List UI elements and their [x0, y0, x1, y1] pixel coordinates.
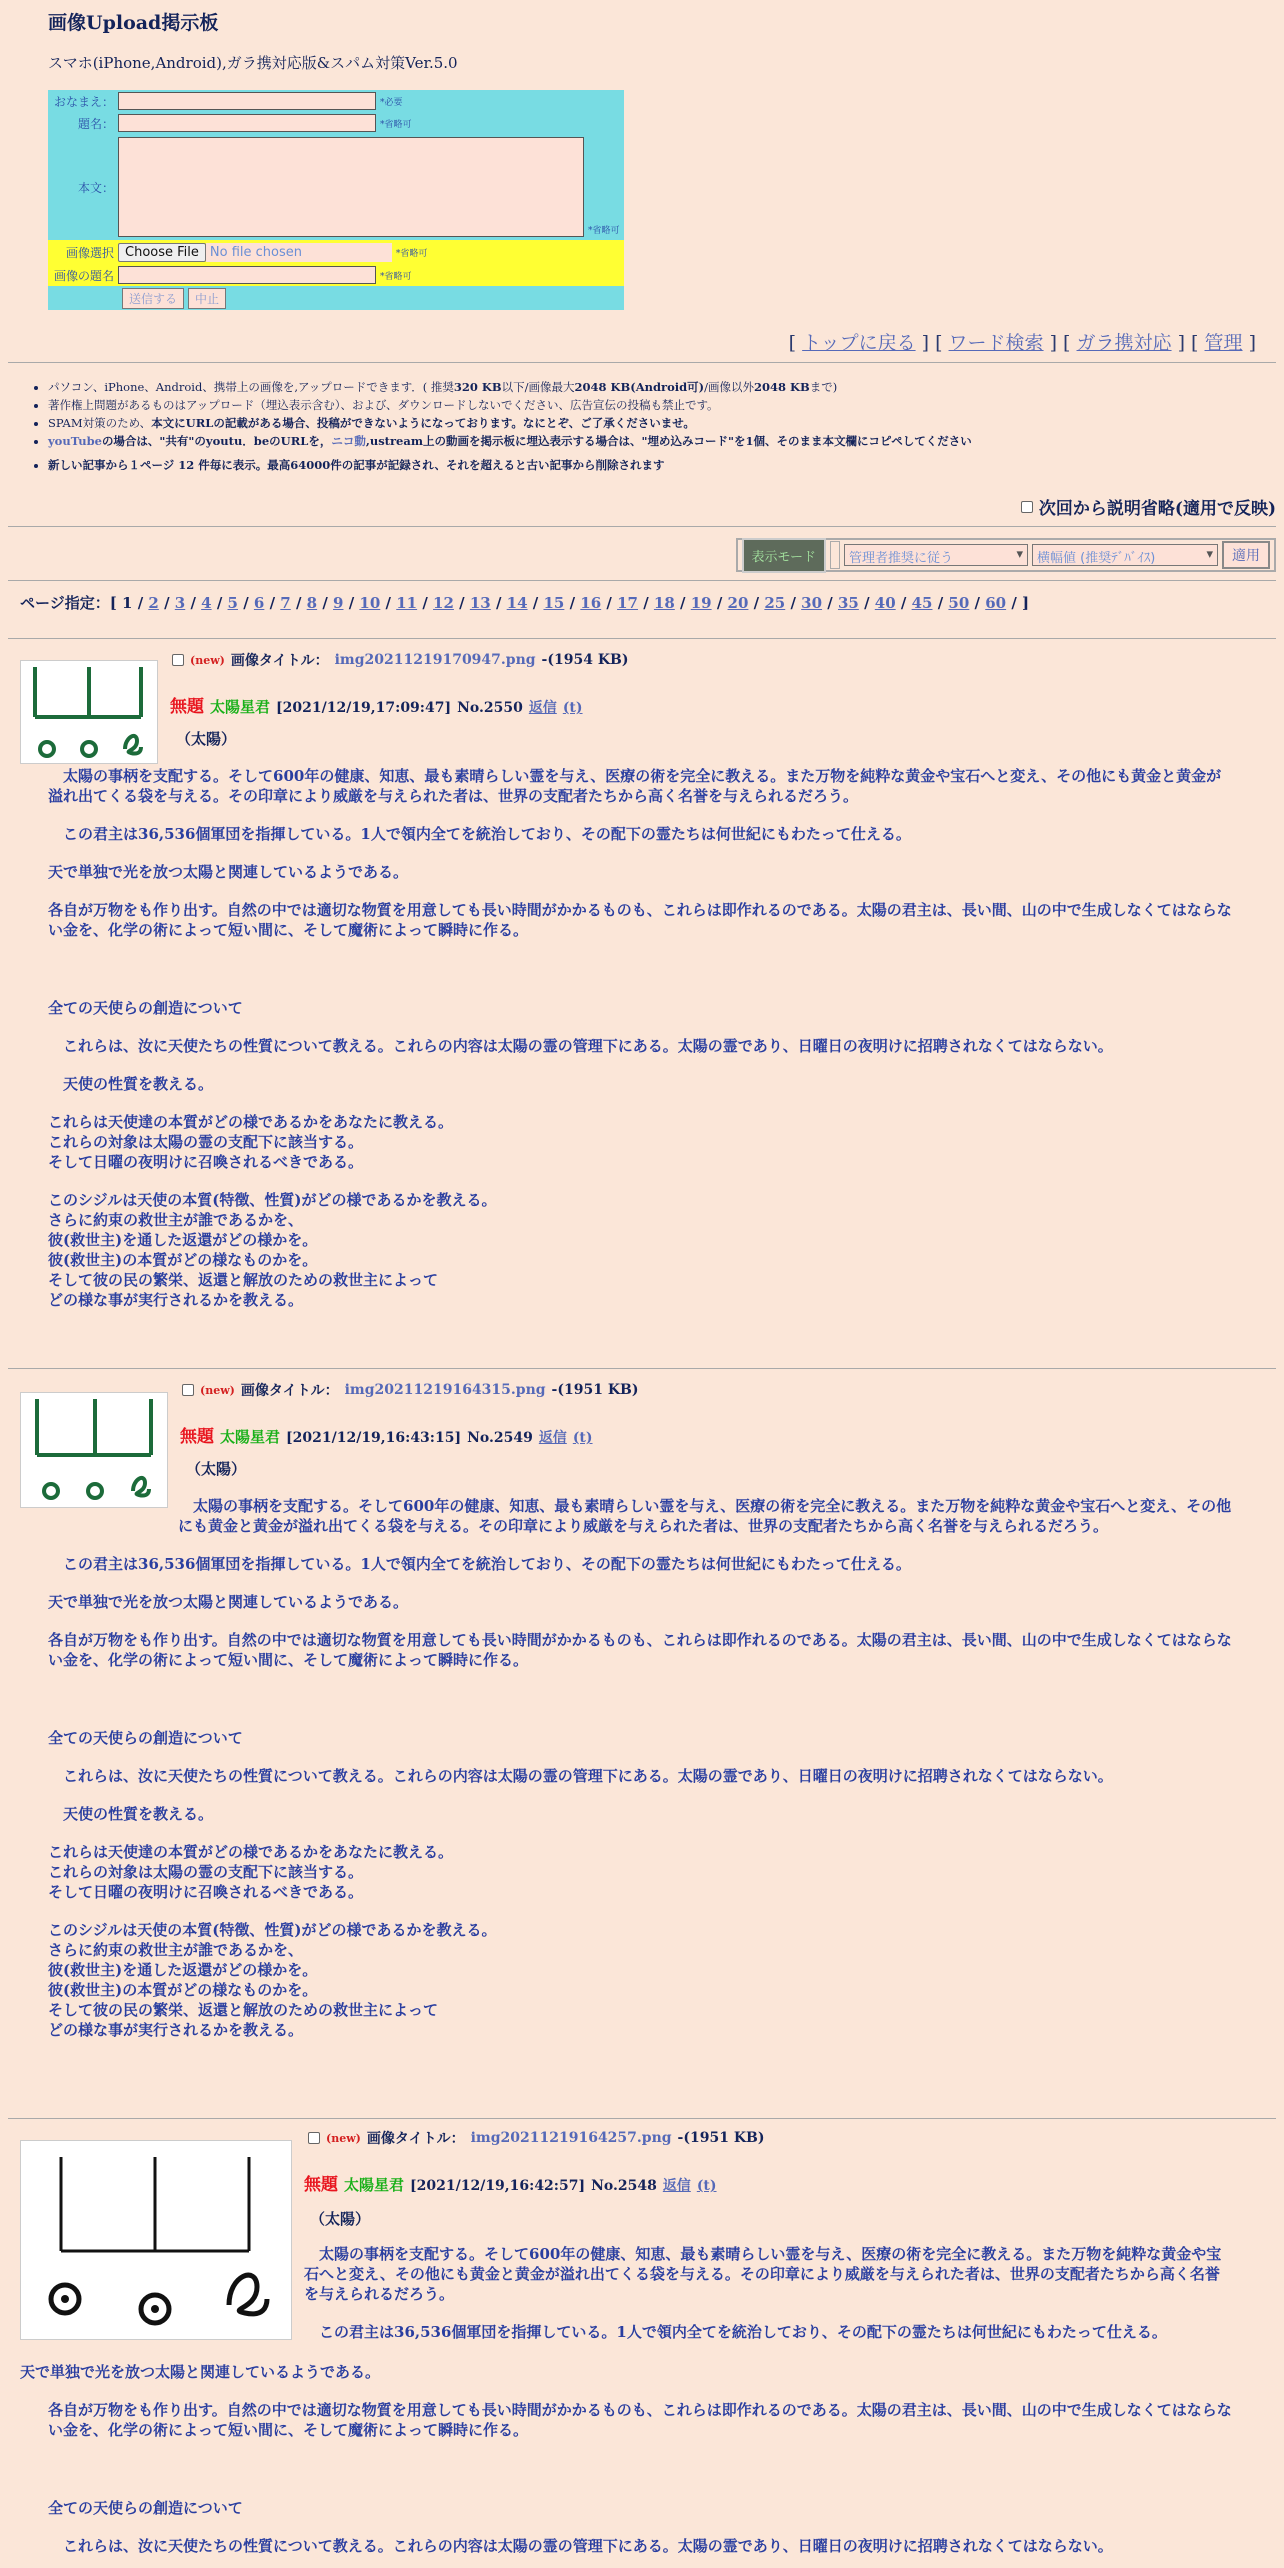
- page-link[interactable]: 40: [874, 594, 896, 612]
- post-date: [2021/12/19,17:09:47]: [276, 700, 452, 716]
- post-author: 太陽星君: [210, 698, 271, 716]
- post-body: [304, 2244, 1234, 2342]
- post-thumbnail[interactable]: [20, 2140, 292, 2340]
- post-number: No.2549: [467, 1430, 533, 1446]
- post-author: 太陽星君: [344, 2176, 405, 2194]
- page-link[interactable]: 30: [801, 594, 823, 612]
- pager-separator: /: [858, 594, 875, 612]
- pager-separator: /: [527, 594, 544, 612]
- pager-separator: /: [637, 594, 654, 612]
- divider: [8, 1368, 1276, 1369]
- body-paragraph: 各自が万物をも作り出す。自然の中では適切な物質を用意しても長い時間がかかるものも、これらは即作れるのである。太陽の君主は、長い間、山の中で生成しなくてはならない金を、化学の術によって短い間に、そして魔術によって瞬時に作る。: [48, 2401, 1232, 2439]
- post-checkbox[interactable]: [182, 1384, 194, 1396]
- file-size: -(1954 KB): [541, 652, 629, 668]
- body-row: [48, 134, 624, 240]
- pager-prefix: ページ指定：[: [20, 594, 117, 612]
- body-paragraph: これらは、汝に天使たちの性質について教える。これらの内容は太陽の霊の管理下にある。太陽の霊であり、日曜日の夜明けに招聘されなくてはならない。: [48, 1037, 1113, 1055]
- new-badge: (new): [200, 1383, 235, 1397]
- image-title-label: 画像の題名: [53, 268, 114, 283]
- submit-button[interactable]: 送信する: [122, 288, 184, 309]
- subject-row: [48, 112, 624, 134]
- body-paragraph: これらは天使達の本質がどの様であるかをあなたに教える。: [48, 1843, 454, 1861]
- pager-separator: /: [822, 594, 838, 612]
- pager-separator: /: [490, 594, 507, 612]
- body-paragraph: さらに約束の救世主が誰であるかを、: [48, 1941, 304, 1959]
- bracket-close: ]: [1248, 332, 1256, 354]
- image-hint: *省略可: [395, 248, 428, 259]
- page-link[interactable]: 3: [174, 594, 186, 612]
- skip-checkbox[interactable]: [1021, 501, 1033, 513]
- body-textarea[interactable]: [118, 137, 584, 237]
- page-link[interactable]: 15: [543, 594, 565, 612]
- pager-suffix: ]: [1022, 594, 1030, 612]
- note-text: youtu．be: [205, 434, 270, 448]
- pager-separator: /: [211, 594, 228, 612]
- bracket-open: [: [788, 332, 797, 354]
- image-file-link[interactable]: img20211219164257.png: [470, 2130, 672, 2146]
- body-paragraph: 全ての天使らの創造について: [48, 1729, 243, 1747]
- mobile-link[interactable]: ガラ携対応: [1076, 332, 1172, 354]
- pager-separator: /: [380, 594, 397, 612]
- note-text: SPAM対策のため、: [48, 416, 152, 430]
- body-paragraph: さらに約束の救世主が誰であるかを、: [48, 1211, 304, 1229]
- pager-separator: /: [417, 594, 434, 612]
- pager-separator: /: [674, 594, 691, 612]
- new-badge: (new): [326, 2131, 361, 2145]
- image-label: 画像選択: [65, 245, 114, 260]
- post-sun-label: （太陽）: [186, 1460, 247, 1478]
- body-paragraph: どの様な事が実行されるかを教える。: [48, 1291, 304, 1309]
- note-text: まで): [809, 380, 838, 394]
- page-link[interactable]: 16: [580, 594, 602, 612]
- board-title: 画像Upload掲示板: [48, 12, 219, 34]
- subject-input[interactable]: [118, 114, 376, 132]
- page-link[interactable]: 25: [764, 594, 786, 612]
- post-header: [308, 2128, 764, 2148]
- pager-separator: /: [1006, 594, 1023, 612]
- pager-separator: /: [137, 594, 149, 612]
- post-meta: [170, 692, 583, 717]
- pager-separator: /: [564, 594, 581, 612]
- page-link[interactable]: 14: [506, 594, 528, 612]
- name-row: [48, 90, 624, 112]
- width-select-value: 横幅値 (推奨ﾃﾞﾊﾞｲｽ): [1037, 551, 1156, 566]
- display-mode-bar: [736, 538, 1276, 572]
- note-text: 新しい記事から１ページ 12 件毎に表示。最高64000件の記事が記録され、それを超えると古い記事から削除されます: [48, 458, 665, 472]
- separator: [830, 541, 840, 569]
- file-size: -(1951 KB): [677, 2130, 765, 2146]
- page-link[interactable]: 2: [148, 594, 159, 612]
- button-row: [48, 286, 624, 310]
- subject-label: 題名：: [77, 116, 114, 131]
- youtube-link[interactable]: youTube: [48, 434, 102, 448]
- divider: [8, 638, 1276, 639]
- note-item: [48, 456, 1260, 474]
- body-paragraph: 全ての天使らの創造について: [48, 999, 243, 1017]
- body-paragraph: 太陽の事柄を支配する。そして600年の健康、知恵、最も素晴らしい霊を与え、医療の術を完全に教える。また万物を純粋な黄金や宝石へと変え、その他にも黄金と黄金が溢れ出てくる袋を与える。その印章により威厳を与えられた者は、世界の支配者たちから高く名誉を与えられるだろう。: [178, 1497, 1232, 1535]
- body-paragraph: 太陽の事柄を支配する。そして600年の健康、知恵、最も素晴らしい霊を与え、医療の術を完全に教える。また万物を純粋な黄金や宝石へと変え、その他にも黄金と黄金が溢れ出てくる袋を与える。その印章により威厳を与えられた者は、世界の支配者たちから高く名誉を与えられるだろう。: [304, 2245, 1222, 2303]
- note-text: /画像以外: [704, 380, 754, 394]
- body-paragraph: 天で単独で光を放つ太陽と関連しているようである。: [20, 2363, 381, 2381]
- pager-separator: /: [343, 594, 360, 612]
- page-link[interactable]: 8: [306, 594, 318, 612]
- name-hint: *必要: [380, 97, 403, 108]
- page-link[interactable]: 6: [253, 594, 265, 612]
- post-form: [48, 90, 624, 310]
- page-link[interactable]: 45: [911, 594, 933, 612]
- body-paragraph: 各自が万物をも作り出す。自然の中では適切な物質を用意しても長い時間がかかるものも、これらは即作れるのである。太陽の君主は、長い間、山の中で生成しなくてはならない金を、化学の術によって短い間に、そして魔術によって瞬時に作る。: [48, 1631, 1232, 1669]
- pager-separator: /: [264, 594, 281, 612]
- file-size: -(1951 KB): [551, 1382, 639, 1398]
- image-title-row: [48, 264, 624, 286]
- t-link[interactable]: (t): [572, 1430, 593, 1446]
- body-paragraph: 太陽の事柄を支配する。そして600年の健康、知恵、最も素晴らしい霊を与え、医療の術を完全に教える。また万物を純粋な黄金や宝石へと変え、その他にも黄金と黄金が溢れ出てくる袋を与える。その印章により威厳を与えられた者は、世界の支配者たちから高く名誉を与えられるだろう。: [48, 767, 1222, 805]
- post-number: No.2550: [457, 700, 523, 716]
- body-paragraph: 天で単独で光を放つ太陽と関連しているようである。: [48, 1593, 409, 1611]
- post-thumbnail[interactable]: [20, 660, 158, 764]
- pager-separator: /: [237, 594, 254, 612]
- post-body: [48, 766, 1234, 1310]
- image-title-hint: *省略可: [380, 271, 412, 282]
- page-link[interactable]: 20: [727, 594, 749, 612]
- post-date: [2021/12/19,16:43:15]: [286, 1430, 462, 1446]
- post-subject: 無題: [304, 2175, 338, 2195]
- body-paragraph: このシジルは天使の本質(特徴、性質)がどの様であるかを教える。: [48, 1921, 497, 1939]
- note-text: ,ustream上の動画を掲示板に埋込表示する場合は、"埋め込みコード"を1個、そのまま本文欄にコピペしてください: [365, 434, 972, 448]
- divider: [8, 580, 1276, 581]
- page-link[interactable]: 18: [653, 594, 675, 612]
- sigil-image: [21, 661, 157, 763]
- notes: [30, 378, 1260, 474]
- note-text: の場合は、"共有"の: [101, 434, 206, 448]
- page-link[interactable]: 17: [617, 594, 638, 612]
- mode-select[interactable]: [844, 544, 1028, 566]
- post-subject: 無題: [170, 697, 204, 717]
- page-link[interactable]: 4: [201, 594, 212, 612]
- sigil-image: [21, 2141, 291, 2339]
- name-input[interactable]: [118, 92, 376, 110]
- divider: [8, 2118, 1276, 2119]
- page-link[interactable]: 11: [396, 594, 418, 612]
- t-link[interactable]: (t): [696, 2178, 717, 2194]
- body-paragraph: 彼(救世主)の本質がどの様なものかを。: [48, 1981, 318, 1999]
- post-meta: [304, 2170, 717, 2195]
- new-badge: (new): [190, 653, 225, 667]
- post-thumbnail[interactable]: [20, 1392, 168, 1508]
- pager-separator: /: [158, 594, 175, 612]
- pager-separator: /: [185, 594, 202, 612]
- post-body: [48, 1496, 1234, 2040]
- back-to-top-link[interactable]: トップに戻る: [802, 332, 916, 354]
- top-nav: [789, 328, 1256, 355]
- body-paragraph: そして彼の民の繁栄、返還と解放のための救世主によって: [48, 2001, 439, 2019]
- post-date: [2021/12/19,16:42:57]: [410, 2178, 586, 2194]
- pager: [20, 592, 1029, 613]
- body-paragraph: これらの対象は太陽の霊の支配下に該当する。: [48, 1863, 364, 1881]
- pager-current: 1: [122, 594, 133, 612]
- note-text: 以下/画像最大: [501, 380, 575, 394]
- page-link[interactable]: 10: [359, 594, 381, 612]
- word-search-link[interactable]: ワード検索: [948, 332, 1044, 354]
- skip-explanation: [1021, 494, 1276, 519]
- post-subject: 無題: [180, 1427, 214, 1447]
- post-author: 太陽星君: [220, 1428, 281, 1446]
- body-paragraph: この君主は36,536個軍団を指揮している。1人で領内全てを統治しており、その配下の霊たちは何世紀にもわたって仕える。: [304, 2323, 1167, 2341]
- page-link[interactable]: 60: [985, 594, 1007, 612]
- body-paragraph: そして彼の民の繁栄、返還と解放のための救世主によって: [48, 1271, 439, 1289]
- note-text: のURLを，: [269, 434, 332, 448]
- post-sun-label: （太陽）: [310, 2210, 371, 2228]
- sigil-image: [21, 1393, 167, 1507]
- body-paragraph: そして日曜の夜明けに召喚されるべきである。: [48, 1153, 364, 1171]
- body-paragraph: そして日曜の夜明けに召喚されるべきである。: [48, 1883, 364, 1901]
- board-subtitle: スマホ(iPhone,Android),ガラ携対応版&スパム対策Ver.5.0: [48, 54, 458, 72]
- skip-label: 次回から説明省略(適用で反映): [1038, 499, 1276, 519]
- image-file-link[interactable]: img20211219170947.png: [334, 652, 536, 668]
- body-paragraph: このシジルは天使の本質(特徴、性質)がどの様であるかを教える。: [48, 1191, 497, 1209]
- body-label: 本文：: [77, 180, 114, 195]
- post-checkbox[interactable]: [308, 2132, 320, 2144]
- body-paragraph: この君主は36,536個軍団を指揮している。1人で領内全てを統治しており、その配下の霊たちは何世紀にもわたって仕える。: [48, 1555, 911, 1573]
- display-mode-label: 表示モード: [742, 538, 826, 573]
- post-body: [20, 2362, 1234, 2556]
- note-text: パソコン、iPhone、Android、携帯上の画像を,アップロードできます．( 推奨: [48, 380, 454, 394]
- bracket-sep: ] [: [921, 332, 943, 354]
- note-text: 2048 KB(Android可): [574, 380, 705, 394]
- body-paragraph: 全ての天使らの創造について: [48, 2499, 243, 2517]
- pager-separator: /: [290, 594, 307, 612]
- subject-hint: *省略可: [380, 119, 412, 130]
- bracket-sep: ] [: [1177, 332, 1199, 354]
- pager-separator: /: [748, 594, 765, 612]
- note-item: [48, 378, 1260, 396]
- page-link[interactable]: 50: [948, 594, 970, 612]
- page-link[interactable]: 35: [837, 594, 859, 612]
- post-sun-label: （太陽）: [176, 730, 237, 748]
- body-paragraph: 各自が万物をも作り出す。自然の中では適切な物質を用意しても長い時間がかかるものも、これらは即作れるのである。太陽の君主は、長い間、山の中で生成しなくてはならない金を、化学の術によって短い間に、そして魔術によって瞬時に作る。: [48, 901, 1232, 939]
- post-checkbox[interactable]: [172, 654, 184, 666]
- pager-separator: /: [785, 594, 802, 612]
- reply-link[interactable]: 返信: [538, 1430, 567, 1446]
- chevron-down-icon: ▾: [1206, 547, 1213, 562]
- cancel-button[interactable]: 中止: [188, 288, 226, 309]
- page-link[interactable]: 9: [333, 594, 344, 612]
- apply-button[interactable]: 適用: [1222, 541, 1270, 569]
- divider: [8, 526, 1276, 527]
- admin-link[interactable]: 管理: [1204, 332, 1243, 354]
- page-link[interactable]: 12: [433, 594, 454, 612]
- name-label: おなまえ：: [53, 94, 114, 109]
- body-paragraph: 天使の性質を教える。: [48, 1075, 214, 1093]
- page-link[interactable]: 5: [227, 594, 238, 612]
- image-file-link[interactable]: img20211219164315.png: [344, 1382, 546, 1398]
- divider: [8, 362, 1276, 363]
- body-paragraph: 天で単独で光を放つ太陽と関連しているようである。: [48, 863, 409, 881]
- note-item: [48, 396, 1260, 414]
- pager-separator: /: [453, 594, 470, 612]
- page-link[interactable]: 7: [280, 594, 291, 612]
- reply-link[interactable]: 返信: [528, 700, 557, 716]
- note-text: 本文にURLの記載がある場合、投稿ができないようになっております。なにとぞ、ご了承くださいませ。: [151, 416, 695, 430]
- body-paragraph: これらの対象は太陽の霊の支配下に該当する。: [48, 1133, 364, 1151]
- post-meta: [180, 1422, 593, 1447]
- bracket-sep: ] [: [1049, 332, 1071, 354]
- image-row: [48, 240, 624, 264]
- image-title-label: 画像タイトル：: [366, 2131, 465, 2147]
- note-text: 著作権上問題があるものはアップロード（埋込表示含む）、および、ダウンロードしないでください、広告宣伝の投稿も禁止です。: [48, 398, 719, 412]
- pager-separator: /: [601, 594, 618, 612]
- image-title-label: 画像タイトル：: [240, 1383, 339, 1399]
- choose-file-button[interactable]: Choose File: [118, 243, 206, 262]
- page-link[interactable]: 13: [469, 594, 491, 612]
- image-title-label: 画像タイトル：: [230, 653, 329, 669]
- body-paragraph: 天使の性質を教える。: [48, 1805, 214, 1823]
- note-text: 320 KB: [453, 380, 502, 394]
- image-title-input[interactable]: [118, 266, 376, 284]
- note-text: 2048 KB: [753, 380, 810, 394]
- body-paragraph: これらは天使達の本質がどの様であるかをあなたに教える。: [48, 1113, 454, 1131]
- pager-links: [138, 594, 1022, 612]
- chevron-down-icon: ▾: [1016, 547, 1023, 562]
- t-link[interactable]: (t): [562, 700, 583, 716]
- body-paragraph: どの様な事が実行されるかを教える。: [48, 2021, 304, 2039]
- mode-select-value: 管理者推奨に従う: [849, 551, 954, 566]
- body-paragraph: 彼(救世主)の本質がどの様なものかを。: [48, 1251, 318, 1269]
- pager-separator: /: [932, 594, 949, 612]
- body-paragraph: 彼(救世主)を通した返還がどの様かを。: [48, 1231, 318, 1249]
- body-paragraph: 彼(救世主)を通した返還がどの様かを。: [48, 1961, 318, 1979]
- body-paragraph: これらは、汝に天使たちの性質について教える。これらの内容は太陽の霊の管理下にある。太陽の霊であり、日曜日の夜明けに招聘されなくてはならない。: [48, 2537, 1113, 2555]
- body-paragraph: この君主は36,536個軍団を指揮している。1人で領内全てを統治しており、その配下の霊たちは何世紀にもわたって仕える。: [48, 825, 911, 843]
- note-item: [48, 414, 1260, 432]
- body-paragraph: これらは、汝に天使たちの性質について教える。これらの内容は太陽の霊の管理下にある。太陽の霊であり、日曜日の夜明けに招聘されなくてはならない。: [48, 1767, 1113, 1785]
- body-hint: *省略可: [588, 226, 620, 236]
- page-link[interactable]: 19: [690, 594, 712, 612]
- pager-separator: /: [317, 594, 334, 612]
- post-header: [172, 650, 628, 670]
- pager-separator: /: [711, 594, 728, 612]
- nicovideo-link[interactable]: ニコ動: [331, 434, 366, 448]
- reply-link[interactable]: 返信: [662, 2178, 691, 2194]
- no-file-text: No file chosen: [206, 243, 392, 262]
- post-number: No.2548: [591, 2178, 657, 2194]
- post-header: [182, 1380, 638, 1400]
- pager-separator: /: [969, 594, 986, 612]
- note-item: [48, 432, 1260, 450]
- width-select[interactable]: [1032, 544, 1218, 566]
- pager-separator: /: [895, 594, 912, 612]
